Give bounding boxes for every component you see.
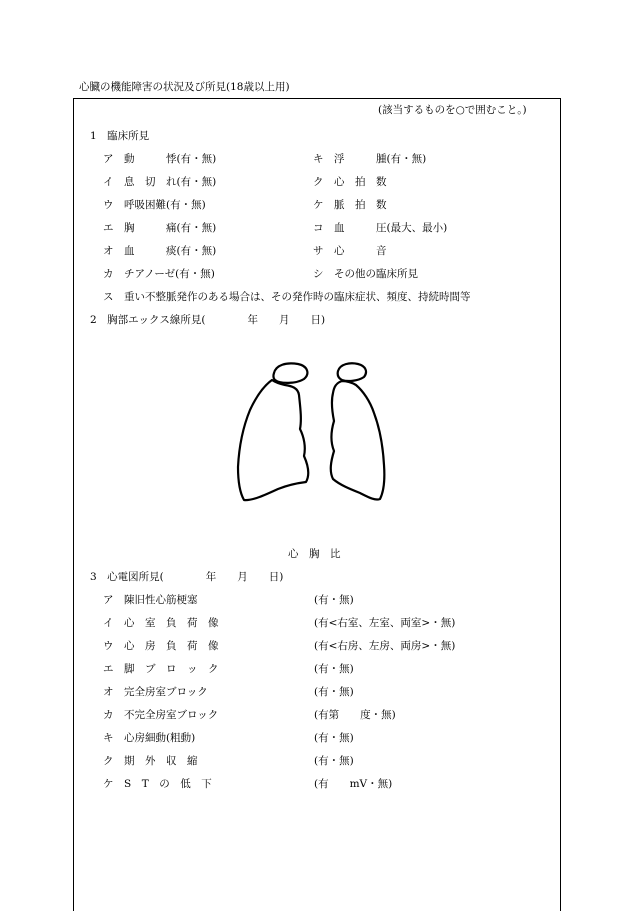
clinical-item-a: ア 動 悸(有・無)	[103, 153, 217, 165]
section1-heading: 1 臨床所見	[90, 130, 150, 142]
ecg-item-value: (有・無)	[314, 663, 354, 675]
ecg-item-label: イ 心 室 負 荷 像	[103, 617, 219, 629]
clinical-item-shi: シ その他の臨床所見	[313, 268, 418, 280]
ecg-item-value: (有第 度・無)	[314, 709, 396, 721]
clinical-item-ku: ク 心 拍 数	[313, 176, 387, 188]
clinical-item-sa: サ 心 音	[313, 245, 387, 257]
ecg-item-label: ケ S T の 低 下	[103, 778, 212, 790]
clinical-item-e: エ 胸 痛(有・無)	[103, 222, 217, 234]
clinical-item-u: ウ 呼吸困難(有・無)	[103, 199, 206, 211]
form-title: 心臓の機能障害の状況及び所見(18歳以上用)	[79, 81, 290, 93]
chest-xray-outline	[230, 355, 400, 510]
section2-heading: 2 胸部エックス線所見( 年 月 日)	[90, 314, 326, 326]
clinical-item-ko: コ 血 圧(最大、最小)	[313, 222, 448, 234]
right-lung-outline	[331, 381, 385, 500]
clinical-item-ki: キ 浮 腫(有・無)	[313, 153, 427, 165]
ecg-item-label: エ 脚 ブ ロ ッ ク	[103, 663, 219, 675]
clinical-item-ka: カ チアノーゼ(有・無)	[103, 268, 215, 280]
instruction-text: (該当するものを○で囲むこと。)	[378, 104, 527, 116]
clinical-item-o: オ 血 痰(有・無)	[103, 245, 217, 257]
ecg-item-value: (有<右房、左房、両房>・無)	[314, 640, 456, 652]
ecg-item-label: ク 期 外 収 縮	[103, 755, 198, 767]
ecg-item-value: (有・無)	[314, 732, 354, 744]
clinical-item-i: イ 息 切 れ(有・無)	[103, 176, 217, 188]
ecg-item-label: ア 陳旧性心筋梗塞	[103, 594, 198, 606]
ecg-item-value: (有・無)	[314, 686, 354, 698]
ecg-item-value: (有 mV・無)	[314, 778, 393, 790]
left-apex-outline	[273, 363, 307, 382]
clinical-item-ke: ケ 脈 拍 数	[313, 199, 387, 211]
clinical-item-su: ス 重い不整脈発作のある場合は、その発作時の臨床症状、頻度、持続時間等	[103, 291, 471, 303]
right-apex-outline	[338, 363, 366, 381]
ecg-item-label: ウ 心 房 負 荷 像	[103, 640, 219, 652]
ecg-item-value: (有・無)	[314, 755, 354, 767]
section3-heading: 3 心電図所見( 年 月 日)	[90, 571, 284, 583]
ecg-item-value: (有・無)	[314, 594, 354, 606]
ecg-item-value: (有<右室、左室、両室>・無)	[314, 617, 456, 629]
ecg-item-label: オ 完全房室ブロック	[103, 686, 208, 698]
cardiothoracic-ratio-label: 心 胸 比	[288, 548, 341, 560]
ecg-item-label: キ 心房細動(粗動)	[103, 732, 196, 744]
ecg-item-label: カ 不完全房室ブロック	[103, 709, 219, 721]
left-lung-outline	[238, 380, 308, 500]
